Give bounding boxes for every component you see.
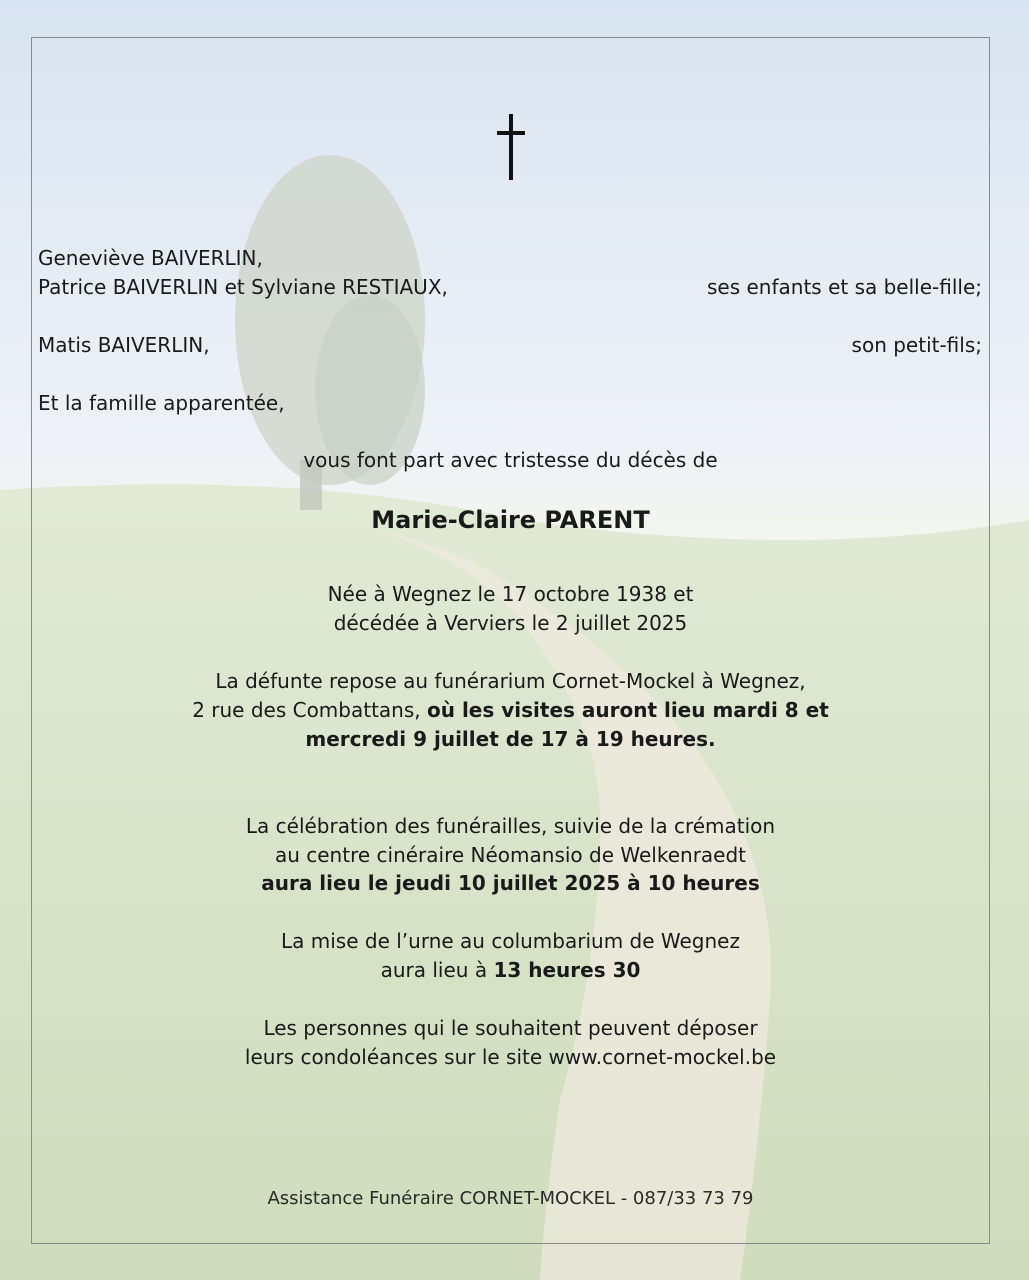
visitation-line-3: mercredi 9 juillet de 17 à 19 heures.	[305, 727, 716, 751]
family-extended: Et la famille apparentée,	[38, 391, 285, 415]
condolences-line-1: Les personnes qui le souhaitent peuvent déposer	[263, 1016, 758, 1040]
birth-info: Née à Wegnez le 17 octobre 1938 et	[327, 582, 694, 606]
funeral-home-footer: Assistance Funéraire CORNET-MOCKEL - 087/33 73 79	[267, 1188, 754, 1209]
ceremony-line-2: au centre cinéraire Néomansio de Welkenraedt	[274, 843, 747, 867]
family-member-3: Matis BAIVERLIN,	[38, 333, 210, 357]
family-member-1: Geneviève BAIVERLIN,	[38, 246, 263, 270]
visitation-line-1: La défunte repose au funérarium Cornet-Mockel à Wegnez,	[215, 669, 806, 693]
condolences-line-2: leurs condoléances sur le site www.cornet-mockel.be	[244, 1045, 777, 1069]
ceremony-date: aura lieu le jeudi 10 juillet 2025 à 10 heures	[261, 871, 760, 895]
family-relation-grandson: son petit-fils;	[851, 333, 982, 357]
announcement-text: vous font part avec tristesse du décès de	[303, 448, 718, 472]
urn-time: 13 heures 30	[493, 958, 641, 982]
visitation-times-start: où les visites auront lieu mardi 8 et	[427, 698, 829, 722]
deceased-name: Marie-Claire PARENT	[371, 506, 650, 534]
ceremony-line-1: La célébration des funérailles, suivie de la crémation	[245, 814, 776, 838]
death-info: décédée à Verviers le 2 juillet 2025	[333, 611, 688, 635]
family-relation-children: ses enfants et sa belle-fille;	[707, 275, 982, 299]
urn-time-label: aura lieu à	[380, 958, 494, 982]
urn-line-1: La mise de l’urne au columbarium de Wegnez	[281, 929, 740, 953]
visitation-line-2	[0, 698, 1021, 722]
cross-icon	[497, 114, 525, 180]
visitation-address: 2 rue des Combattans,	[192, 698, 427, 722]
family-member-2: Patrice BAIVERLIN et Sylviane RESTIAUX,	[38, 275, 448, 299]
urn-line-2	[0, 958, 1021, 982]
